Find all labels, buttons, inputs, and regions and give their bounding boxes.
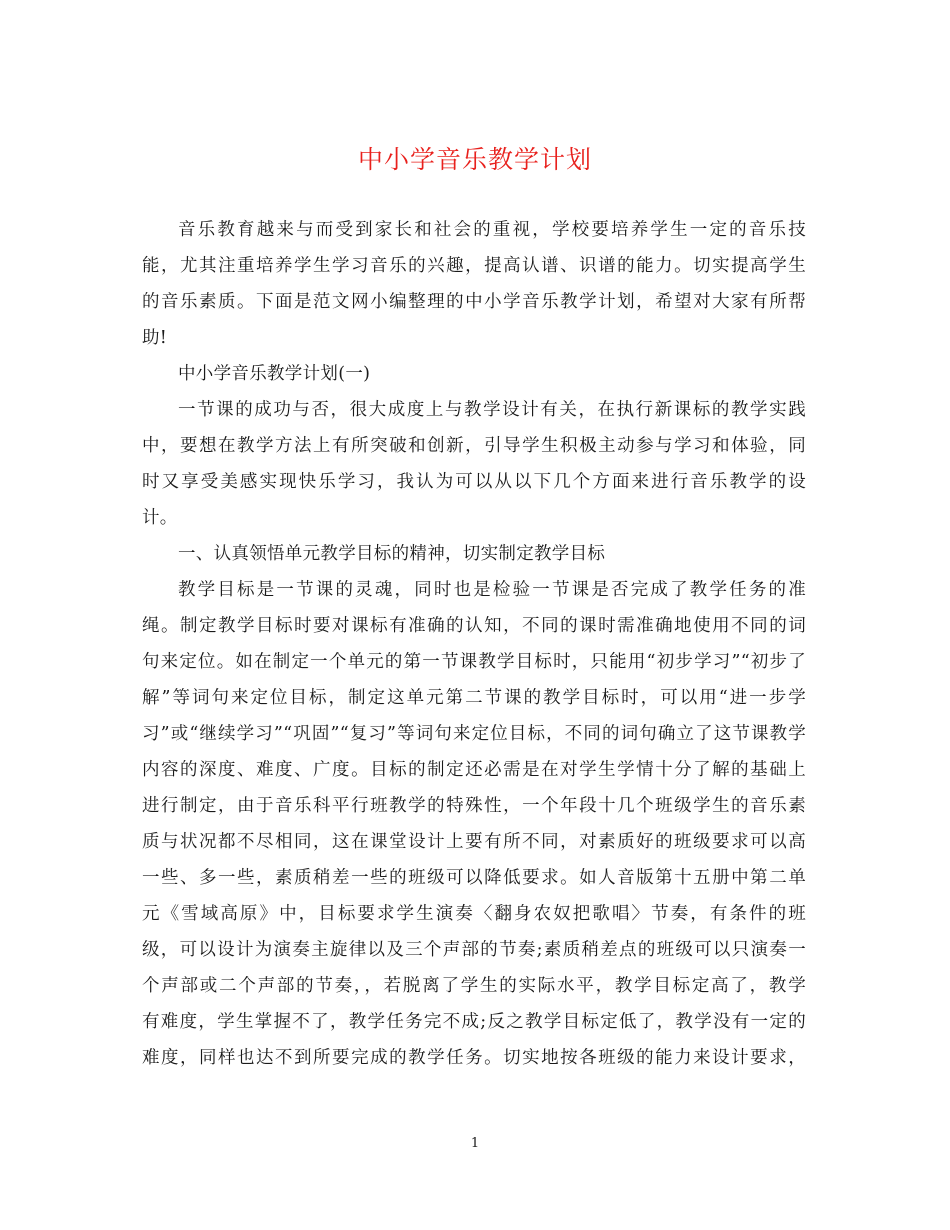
paragraph-line: 一节课的成功与否，很大成度上与教学设计有关，在执行新课标的教学实践 [178,400,806,420]
paragraph-line: 解”等词句来定位目标，制定这单元第二节课的教学目标时，可以用“进一步学 [142,688,806,708]
paragraph-line: 质与状况都不尽相同，这在课堂设计上要有所不同，对素质好的班级要求可以高 [142,832,806,852]
paragraph-line: 难度，同样也达不到所要完成的教学任务。切实地按各班级的能力来设计要求， [142,1048,806,1068]
page-number: 1 [470,1136,480,1151]
paragraph-line: 一些、多一些，素质稍差一些的班级可以降低要求。如人音版第十五册中第二单 [142,868,806,888]
paragraph-line: 有难度，学生掌握不了，教学任务完不成;反之教学目标定低了，教学没有一定的 [142,1012,806,1032]
document-body [142,212,806,1076]
section-heading: 一、认真领悟单元教学目标的精神，切实制定教学目标 [178,544,606,564]
section-heading: 中小学音乐教学计划(一) [178,364,371,384]
paragraph-line: 计。 [142,508,178,528]
paragraph-line: 音乐教育越来与而受到家长和社会的重视，学校要培养学生一定的音乐技 [178,220,806,240]
paragraph-line: 绳。制定教学目标时要对课标有准确的认知，不同的课时需准确地使用不同的词 [142,616,806,636]
paragraph-line: 句来定位。如在制定一个单元的第一节课教学目标时，只能用“初步学习”“初步了 [142,652,806,672]
paragraph-line: 进行制定，由于音乐科平行班教学的特殊性，一个年段十几个班级学生的音乐素 [142,796,806,816]
paragraph-line: 级，可以设计为演奏主旋律以及三个声部的节奏;素质稍差点的班级可以只演奏一 [142,940,806,960]
paragraph-line: 的音乐素质。下面是范文网小编整理的中小学音乐教学计划，希望对大家有所帮 [142,292,806,312]
paragraph-line: 助! [142,328,168,348]
paragraph-line: 教学目标是一节课的灵魂，同时也是检验一节课是否完成了教学任务的准 [178,580,806,600]
paragraph-line: 习”或“继续学习”“巩固”“复习”等词句来定位目标，不同的词句确立了这节课教学 [142,724,806,744]
paragraph-line: 个声部或二个声部的节奏，，若脱离了学生的实际水平，教学目标定高了，教学 [142,976,806,996]
paragraph-line: 中，要想在教学方法上有所突破和创新，引导学生积极主动参与学习和体验，同 [142,436,806,456]
paragraph-line: 能，尤其注重培养学生学习音乐的兴趣，提高认谱、识谱的能力。切实提高学生 [142,256,806,276]
document-title: 中小学音乐教学计划 [357,145,592,174]
paragraph-line: 时又享受美感实现快乐学习，我认为可以从以下几个方面来进行音乐教学的设 [142,472,806,492]
paragraph-line: 元《雪域高原》中，目标要求学生演奏〈翻身农奴把歌唱〉节奏，有条件的班 [142,904,806,924]
paragraph-line: 内容的深度、难度、广度。目标的制定还必需是在对学生学情十分了解的基础上 [142,760,806,780]
